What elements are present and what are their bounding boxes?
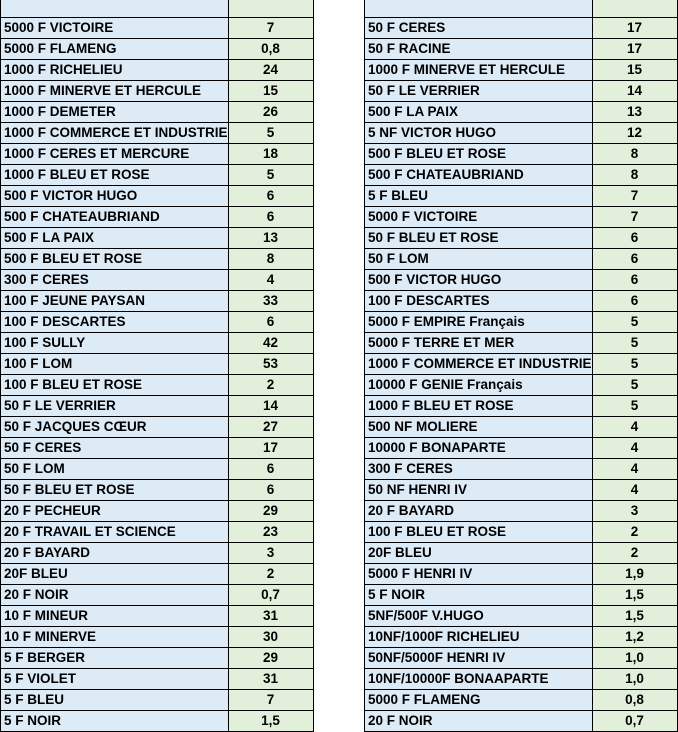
- banknote-name-cell[interactable]: 100 F LOM: [1, 354, 229, 375]
- banknote-name-cell[interactable]: 1000 F MINERVE ET HERCULE: [1, 81, 229, 102]
- banknote-name-cell[interactable]: 500 F CHATEAUBRIAND: [1, 207, 229, 228]
- banknote-value-cell[interactable]: 15: [592, 60, 677, 81]
- banknote-name-cell[interactable]: 1000 F DEMETER: [1, 102, 229, 123]
- banknote-name-cell[interactable]: 5000 F EMPIRE Français: [365, 312, 593, 333]
- banknote-value-cell[interactable]: 31: [228, 606, 313, 627]
- banknote-value-cell[interactable]: 6: [592, 228, 677, 249]
- table-row: [365, 585, 678, 606]
- banknote-value-cell[interactable]: 2: [592, 543, 677, 564]
- banknote-name-cell[interactable]: 5 F BERGER: [1, 648, 229, 669]
- banknote-name-cell[interactable]: 5000 F VICTOIRE: [1, 18, 229, 39]
- table-row: [1, 711, 314, 732]
- table-row: [1, 501, 314, 522]
- table-row: [365, 543, 678, 564]
- banknote-value-cell[interactable]: 5: [228, 123, 313, 144]
- banknote-name-cell[interactable]: 100 F JEUNE PAYSAN: [1, 291, 229, 312]
- table-row: [1, 102, 314, 123]
- table-row: [1, 144, 314, 165]
- banknote-name-cell[interactable]: 500 F VICTOR HUGO: [365, 270, 593, 291]
- table-row: [365, 417, 678, 438]
- banknote-value-cell[interactable]: 4: [592, 417, 677, 438]
- banknote-value-cell[interactable]: 29: [228, 648, 313, 669]
- banknote-name-cell[interactable]: [365, 0, 593, 18]
- table-row: [365, 459, 678, 480]
- table-row: [1, 354, 314, 375]
- table-row: [365, 291, 678, 312]
- banknote-name-cell[interactable]: 10NF/1000F RICHELIEU: [365, 627, 593, 648]
- banknote-name-cell[interactable]: 500 F LA PAIX: [1, 228, 229, 249]
- banknote-value-cell[interactable]: 4: [228, 270, 313, 291]
- banknote-value-cell[interactable]: 1,5: [592, 585, 677, 606]
- table-row: [1, 627, 314, 648]
- table-row: [1, 606, 314, 627]
- table-row: [365, 354, 678, 375]
- banknote-value-cell[interactable]: 18: [228, 144, 313, 165]
- table-row: [1, 207, 314, 228]
- banknote-value-cell[interactable]: 0,7: [592, 711, 677, 732]
- banknote-name-cell[interactable]: 50 F BLEU ET ROSE: [1, 480, 229, 501]
- banknote-value-cell[interactable]: 0,8: [592, 690, 677, 711]
- banknote-value-cell[interactable]: 5: [592, 354, 677, 375]
- banknote-name-cell[interactable]: 5000 F FLAMENG: [1, 39, 229, 60]
- banknote-name-cell[interactable]: 500 F LA PAIX: [365, 102, 593, 123]
- table-row: [365, 39, 678, 60]
- banknote-name-cell[interactable]: 10000 F BONAPARTE: [365, 438, 593, 459]
- banknote-name-cell[interactable]: 50 F RACINE: [365, 39, 593, 60]
- banknote-value-cell[interactable]: 6: [228, 459, 313, 480]
- table-row: [1, 333, 314, 354]
- table-row: [1, 585, 314, 606]
- banknote-name-cell[interactable]: 20 F BAYARD: [1, 543, 229, 564]
- table-row: [1, 438, 314, 459]
- banknote-name-cell[interactable]: 20 F PECHEUR: [1, 501, 229, 522]
- banknote-value-cell[interactable]: 2: [592, 522, 677, 543]
- banknote-value-cell[interactable]: 6: [592, 291, 677, 312]
- table-row: [365, 480, 678, 501]
- table-row: [365, 375, 678, 396]
- table-row: [365, 228, 678, 249]
- banknote-name-cell[interactable]: 5000 F TERRE ET MER: [365, 333, 593, 354]
- banknote-name-cell[interactable]: 10000 F GENIE Français: [365, 375, 593, 396]
- banknote-value-cell[interactable]: 27: [228, 417, 313, 438]
- table-row: [365, 438, 678, 459]
- banknote-name-cell[interactable]: 1000 F BLEU ET ROSE: [1, 165, 229, 186]
- table-row: [1, 543, 314, 564]
- table-row: [1, 459, 314, 480]
- banknote-name-cell[interactable]: 50 NF HENRI IV: [365, 480, 593, 501]
- table-row: [365, 333, 678, 354]
- table-row: [365, 312, 678, 333]
- banknote-value-cell[interactable]: 5: [592, 312, 677, 333]
- table-row: [1, 312, 314, 333]
- banknote-name-cell[interactable]: 5 F VIOLET: [1, 669, 229, 690]
- banknote-value-cell[interactable]: 29: [228, 501, 313, 522]
- banknote-value-cell[interactable]: 26: [228, 102, 313, 123]
- banknote-value-cell[interactable]: 2: [228, 375, 313, 396]
- table-row: [1, 690, 314, 711]
- banknote-value-cell[interactable]: 12: [592, 123, 677, 144]
- table-row: [365, 207, 678, 228]
- banknote-value-cell[interactable]: 6: [592, 249, 677, 270]
- banknote-value-cell[interactable]: 0,8: [228, 39, 313, 60]
- banknote-name-cell[interactable]: 100 F BLEU ET ROSE: [1, 375, 229, 396]
- table-row: [365, 165, 678, 186]
- banknote-value-cell[interactable]: 17: [592, 18, 677, 39]
- banknote-name-cell[interactable]: 20F BLEU: [365, 543, 593, 564]
- table-row: [1, 396, 314, 417]
- table-row: [365, 606, 678, 627]
- banknote-value-cell[interactable]: 1,9: [592, 564, 677, 585]
- banknote-value-cell[interactable]: 3: [592, 501, 677, 522]
- banknote-value-cell[interactable]: 1,5: [592, 606, 677, 627]
- table-row: [365, 564, 678, 585]
- table-row: [365, 648, 678, 669]
- banknote-name-cell[interactable]: 20 F NOIR: [365, 711, 593, 732]
- banknote-value-cell[interactable]: [592, 0, 677, 18]
- banknote-name-cell[interactable]: 50 F LOM: [365, 249, 593, 270]
- banknote-name-cell[interactable]: 500 F BLEU ET ROSE: [365, 144, 593, 165]
- table-row: [365, 186, 678, 207]
- table-row: [365, 18, 678, 39]
- banknote-name-cell[interactable]: 500 F BLEU ET ROSE: [1, 249, 229, 270]
- table-row: [1, 375, 314, 396]
- banknote-name-cell[interactable]: 100 F DESCARTES: [365, 291, 593, 312]
- banknote-value-cell[interactable]: 14: [228, 396, 313, 417]
- banknote-value-cell[interactable]: 1,5: [228, 711, 313, 732]
- table-row: [1, 564, 314, 585]
- banknote-value-cell[interactable]: 0,7: [228, 585, 313, 606]
- banknote-name-cell[interactable]: 1000 F MINERVE ET HERCULE: [365, 60, 593, 81]
- banknote-value-cell[interactable]: 24: [228, 60, 313, 81]
- table-row: [1, 249, 314, 270]
- table-row: [365, 0, 678, 18]
- banknote-name-cell[interactable]: 300 F CERES: [365, 459, 593, 480]
- banknote-value-cell[interactable]: 7: [228, 690, 313, 711]
- banknote-value-cell[interactable]: 13: [592, 102, 677, 123]
- banknote-name-cell[interactable]: 100 F SULLY: [1, 333, 229, 354]
- right-table: [364, 0, 678, 732]
- banknote-name-cell[interactable]: 100 F DESCARTES: [1, 312, 229, 333]
- banknote-name-cell[interactable]: 300 F CERES: [1, 270, 229, 291]
- banknote-name-cell[interactable]: 50 F BLEU ET ROSE: [365, 228, 593, 249]
- table-row: [365, 270, 678, 291]
- banknote-name-cell[interactable]: 5 F NOIR: [1, 711, 229, 732]
- banknote-value-cell[interactable]: 30: [228, 627, 313, 648]
- banknote-value-cell[interactable]: 5: [592, 396, 677, 417]
- banknote-name-cell[interactable]: 1000 F BLEU ET ROSE: [365, 396, 593, 417]
- banknote-value-cell[interactable]: 6: [228, 312, 313, 333]
- table-row: [365, 144, 678, 165]
- banknote-name-cell[interactable]: 1000 F COMMERCE ET INDUSTRIE: [1, 123, 229, 144]
- table-row: [1, 123, 314, 144]
- banknote-value-cell[interactable]: 6: [228, 480, 313, 501]
- banknote-name-cell[interactable]: 500 NF MOLIERE: [365, 417, 593, 438]
- banknote-name-cell[interactable]: 10 F MINERVE: [1, 627, 229, 648]
- left-table: [0, 0, 314, 732]
- banknote-name-cell[interactable]: 5 NF VICTOR HUGO: [365, 123, 593, 144]
- banknote-name-cell[interactable]: 50 F JACQUES CŒUR: [1, 417, 229, 438]
- table-row: [365, 711, 678, 732]
- table-row: [1, 81, 314, 102]
- banknote-value-cell[interactable]: 7: [592, 186, 677, 207]
- banknote-value-cell[interactable]: 8: [228, 249, 313, 270]
- table-row: [365, 396, 678, 417]
- banknote-name-cell[interactable]: 50 F LE VERRIER: [1, 396, 229, 417]
- banknote-value-cell[interactable]: 7: [228, 18, 313, 39]
- banknote-name-cell[interactable]: 500 F VICTOR HUGO: [1, 186, 229, 207]
- table-row: [365, 249, 678, 270]
- banknote-value-cell[interactable]: 8: [592, 165, 677, 186]
- banknote-value-cell[interactable]: 53: [228, 354, 313, 375]
- banknote-value-cell[interactable]: 15: [228, 81, 313, 102]
- banknote-name-cell[interactable]: 500 F CHATEAUBRIAND: [365, 165, 593, 186]
- table-row: [365, 123, 678, 144]
- banknote-value-cell[interactable]: 1,2: [592, 627, 677, 648]
- table-row: [1, 0, 314, 18]
- banknote-value-cell[interactable]: 6: [592, 270, 677, 291]
- banknote-value-cell[interactable]: 8: [592, 144, 677, 165]
- table-row: [1, 522, 314, 543]
- banknote-name-cell[interactable]: 20 F NOIR: [1, 585, 229, 606]
- banknote-value-cell[interactable]: 17: [592, 39, 677, 60]
- table-row: [365, 501, 678, 522]
- banknote-name-cell[interactable]: 50 F LE VERRIER: [365, 81, 593, 102]
- banknote-name-cell[interactable]: 1000 F CERES ET MERCURE: [1, 144, 229, 165]
- banknote-name-cell[interactable]: 50NF/5000F HENRI IV: [365, 648, 593, 669]
- banknote-name-cell[interactable]: 5000 F HENRI IV: [365, 564, 593, 585]
- banknote-value-cell[interactable]: [228, 0, 313, 18]
- banknote-name-cell[interactable]: 20 F BAYARD: [365, 501, 593, 522]
- banknote-value-cell[interactable]: 4: [592, 438, 677, 459]
- banknote-name-cell[interactable]: 10NF/10000F BONAAPARTE: [365, 669, 593, 690]
- table-row: [1, 186, 314, 207]
- banknote-name-cell[interactable]: 1000 F RICHELIEU: [1, 60, 229, 81]
- banknote-value-cell[interactable]: 5: [592, 333, 677, 354]
- banknote-value-cell[interactable]: 3: [228, 543, 313, 564]
- banknote-value-cell[interactable]: 5: [592, 375, 677, 396]
- table-row: [365, 60, 678, 81]
- banknote-name-cell[interactable]: 5 F BLEU: [1, 690, 229, 711]
- banknote-name-cell[interactable]: 5 F BLEU: [365, 186, 593, 207]
- banknote-name-cell[interactable]: 5000 F FLAMENG: [365, 690, 593, 711]
- banknote-name-cell[interactable]: 20F BLEU: [1, 564, 229, 585]
- table-row: [1, 480, 314, 501]
- banknote-value-cell[interactable]: 17: [228, 438, 313, 459]
- banknote-value-cell[interactable]: 13: [228, 228, 313, 249]
- table-row: [1, 228, 314, 249]
- banknote-name-cell[interactable]: 50 F LOM: [1, 459, 229, 480]
- table-row: [365, 522, 678, 543]
- banknote-value-cell[interactable]: 5: [228, 165, 313, 186]
- table-row: [1, 270, 314, 291]
- banknote-name-cell[interactable]: 50 F CERES: [365, 18, 593, 39]
- table-row: [1, 648, 314, 669]
- banknote-value-cell[interactable]: 1,0: [592, 669, 677, 690]
- table-row: [1, 669, 314, 690]
- banknote-value-cell[interactable]: 6: [228, 186, 313, 207]
- table-row: [1, 39, 314, 60]
- table-row: [365, 81, 678, 102]
- banknote-value-cell[interactable]: 1,0: [592, 648, 677, 669]
- banknote-name-cell[interactable]: 50 F CERES: [1, 438, 229, 459]
- banknote-value-cell[interactable]: 42: [228, 333, 313, 354]
- banknote-value-cell[interactable]: 7: [592, 207, 677, 228]
- table-row: [365, 627, 678, 648]
- banknote-name-cell[interactable]: 100 F BLEU ET ROSE: [365, 522, 593, 543]
- banknote-name-cell[interactable]: 5NF/500F V.HUGO: [365, 606, 593, 627]
- table-row: [1, 417, 314, 438]
- banknote-name-cell[interactable]: [1, 0, 229, 18]
- table-row: [1, 165, 314, 186]
- banknote-name-cell[interactable]: 10 F MINEUR: [1, 606, 229, 627]
- banknote-name-cell[interactable]: 20 F TRAVAIL ET SCIENCE: [1, 522, 229, 543]
- banknote-name-cell[interactable]: 1000 F COMMERCE ET INDUSTRIE: [365, 354, 593, 375]
- table-row: [365, 690, 678, 711]
- banknote-value-cell[interactable]: 33: [228, 291, 313, 312]
- banknote-value-cell[interactable]: 31: [228, 669, 313, 690]
- table-row: [1, 18, 314, 39]
- table-row: [1, 291, 314, 312]
- banknote-value-cell[interactable]: 6: [228, 207, 313, 228]
- banknote-name-cell[interactable]: 5000 F VICTOIRE: [365, 207, 593, 228]
- table-row: [1, 60, 314, 81]
- banknote-name-cell[interactable]: 5 F NOIR: [365, 585, 593, 606]
- banknote-value-cell[interactable]: 4: [592, 459, 677, 480]
- banknote-value-cell[interactable]: 23: [228, 522, 313, 543]
- table-row: [365, 102, 678, 123]
- banknote-value-cell[interactable]: 2: [228, 564, 313, 585]
- table-row: [365, 669, 678, 690]
- banknote-value-cell[interactable]: 14: [592, 81, 677, 102]
- banknote-value-cell[interactable]: 4: [592, 480, 677, 501]
